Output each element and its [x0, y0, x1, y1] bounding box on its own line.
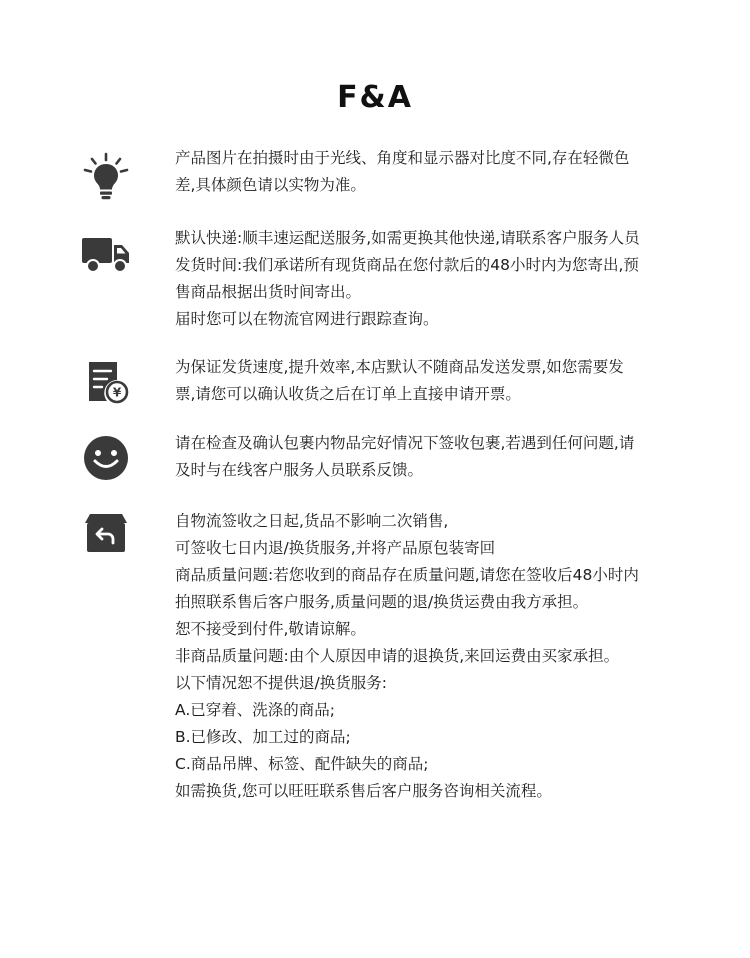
text-line: 为保证发货速度,提升效率,本店默认不随商品发送发票,如您需要发 [175, 358, 624, 376]
section-text [175, 145, 675, 199]
text-line: A.已穿着、洗涤的商品; [175, 701, 335, 719]
delivery-truck-icon [80, 229, 132, 281]
text-line: 非商品质量问题:由个人原因申请的退换货,来回运费由买家承担。 [175, 647, 620, 665]
text-line: 自物流签收之日起,货品不影响二次销售, [175, 512, 449, 530]
smiley-face-icon [80, 432, 132, 484]
text-line: B.已修改、加工过的商品; [175, 728, 351, 746]
text-line: 及时与在线客户服务人员联系反馈。 [175, 461, 424, 479]
text-line: 售商品根据出货时间寄出。 [175, 283, 362, 301]
return-box-icon [80, 508, 132, 560]
section-text [175, 508, 675, 805]
text-line: 产品图片在拍摄时由于光线、角度和显示器对比度不同,存在轻微色 [175, 149, 630, 167]
svg-text:¥: ¥ [112, 385, 122, 400]
text-line: 商品质量问题:若您收到的商品存在质量问题,请您在签收后48小时内 [175, 566, 639, 584]
section-text [175, 354, 675, 408]
text-line: 届时您可以在物流官网进行跟踪查询。 [175, 310, 439, 328]
text-line: 票,请您可以确认收货之后在订单上直接申请开票。 [175, 385, 521, 403]
text-line: 以下情况恕不提供退/换货服务: [175, 674, 387, 692]
text-line: 差,具体颜色请以实物为准。 [175, 176, 366, 194]
text-line: C.商品吊牌、标签、配件缺失的商品; [175, 755, 429, 773]
text-line: 如需换货,您可以旺旺联系售后客户服务咨询相关流程。 [175, 782, 552, 800]
invoice-receipt-icon [80, 358, 132, 410]
section-text [175, 430, 675, 484]
page-title: F&A [337, 80, 413, 115]
text-line: 拍照联系售后客户服务,质量问题的退/换货运费由我方承担。 [175, 593, 589, 611]
text-line: 请在检查及确认包裹内物品完好情况下签收包裹,若遇到任何问题,请 [175, 434, 635, 452]
text-line: 发货时间:我们承诺所有现货商品在您付款后的48小时内为您寄出,预 [175, 256, 639, 274]
lightbulb-icon [80, 151, 132, 203]
text-line: 默认快递:顺丰速运配送服务,如需更换其他快递,请联系客户服务人员 [175, 229, 640, 247]
text-line: 可签收七日内退/换货服务,并将产品原包装寄回 [175, 539, 496, 557]
section-text [175, 225, 675, 333]
text-line: 恕不接受到付件,敬请谅解。 [175, 620, 366, 638]
